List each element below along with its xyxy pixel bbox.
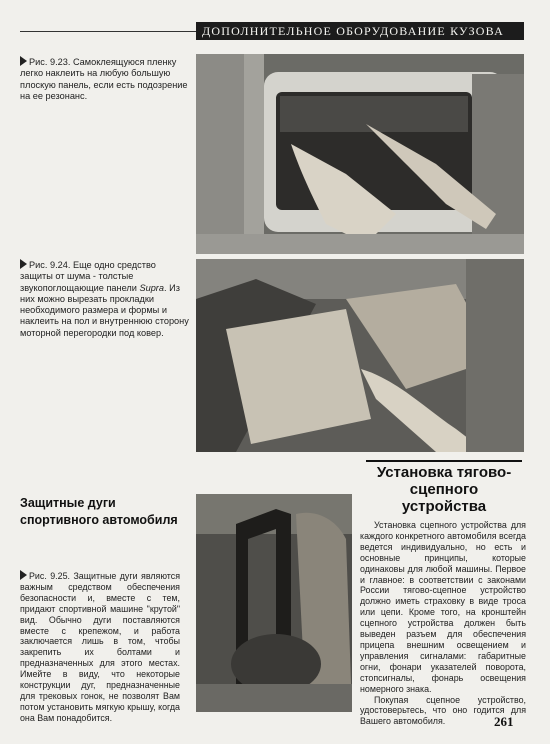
paragraph: Установка сцепного устройства для каждого конкретного автомобиля всегда ведется индивидуально, но есть и основные принципы, которые одинаковы для любой машины. Первое и главное: в соответствии с законами России тягово-сцепное устройство должно иметь страховку в виде троса или цепи. Кроме того, на кронштейн сцепного устройства должен быть выведен разъем для обеспечения прицепа внешним освещением и управления сигналами: габаритные огни, фонари указателей поворота, стопсигналы, фонарь освещения номерного знака. [360, 520, 526, 694]
page-number: 261 [494, 714, 514, 729]
photo-fig-9-25 [196, 494, 352, 712]
photo-fig-9-23 [196, 54, 524, 254]
paragraph: Покупая сцепное устройство, удостоверьтесь, что оно годится для Вашего автомобиля. [360, 694, 526, 727]
caption-fig-9-23: Рис. 9.23. Самоклеящуюся пленку легко наклеить на любую большую плоскую панель, если есть подозрение на ее резонанс. [20, 57, 188, 101]
caption-marker-icon [20, 570, 27, 580]
header-rule [20, 31, 196, 32]
chapter-header: ДОПОЛНИТЕЛЬНОЕ ОБОРУДОВАНИЕ КУЗОВА [196, 22, 524, 40]
caption-fig-9-24: Рис. 9.24. Еще одно средство защиты от шума - толстые звукопоглощающие панели Supra. Из них можно вырезать прокладки необходимого размера и формы и наклеить на пол и внутреннюю сторону моторной перегородки под ковер. [20, 260, 189, 338]
caption-marker-icon [20, 259, 27, 269]
caption-marker-icon [20, 56, 27, 66]
caption-fig-9-25: Рис. 9.25. Защитные дуги являются важным средством обеспечения безопасности и, вместе с тем, придают спортивной машине "крутой" вид. Обычно дуги поставляются вместе с крепежом, и работа заключается лишь в том, чтобы закрепить их болтами и предназначенных для этого местах. Имейте в виду, что некоторые конструкции дуг, предназначенные для трековых гонок, не позволят Вам потом установить мягкую крышу, когда она Вам понадобится. [20, 571, 180, 723]
section-title-towbar: Установка тягово-сцепного устройства [366, 460, 522, 515]
section-title-rollbar: Защитные дуги спортивного автомобиля [20, 496, 178, 527]
towbar-body-text [360, 520, 526, 727]
photo-fig-9-24 [196, 259, 524, 452]
